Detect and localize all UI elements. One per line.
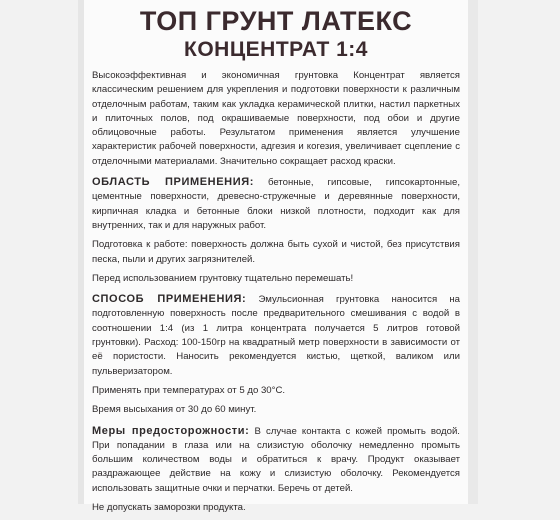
product-title: ТОП ГРУНТ ЛАТЕКС [139, 6, 413, 36]
method-heading: СПОСОБ ПРИМЕНЕНИЯ: [92, 293, 247, 306]
preparation-paragraph: Подготовка к работе: поверхность должна быть сухой и чистой, без присутствия песка, пыли и других загрязнителей. [92, 239, 460, 265]
precautions-paragraph [92, 424, 460, 496]
product-subtitle: КОНЦЕНТРАТ 1:4 [184, 38, 368, 61]
precautions-heading: Меры предосторожности: [92, 424, 250, 437]
precautions-text: В случае контакта с кожей промыть водой. При попадании в глаза или на слизистую оболочку немедленно промыть большим количеством воды и обратиться к врачу. Продукт оказывает раздражающее действие на кожу и слизистую оболочку. Рекомендуется использовать защитные очки и перчатки. Беречь от детей. [92, 425, 460, 494]
package-side-right [468, 0, 478, 504]
label-text [92, 6, 460, 520]
intro-paragraph: Высокоэффективная и экономичная грунтовка Концентрат является классическим решением для укрепления и подготовки поверхности к различным отделочным работам, таким как укладка керамической плитки, настил паркетных и плиточных полов, под окрашиваемые поверхности, под обои и другие облицовочные работы. Результатом применения является улучшение характеристик рабочей поверхности, адгезия и когезия, увеличивает сцепление с отделочными материалами. Значительно сокращает расход краски. [92, 70, 460, 167]
drying-note: Время высыхания от 30 до 60 минут. [92, 404, 257, 416]
application-paragraph [92, 175, 460, 233]
application-heading: ОБЛАСТЬ ПРИМЕНЕНИЯ: [92, 176, 254, 189]
frost-note: Не допускать заморозки продукта. [92, 502, 246, 514]
application-text: бетонные, гипсовые, гипсокартонные, цементные поверхности, древесно-стружечные и деревянные поверхности, кирпичная кладка и бетонные блоки низкой плотности, подходит как для внутренних, так и для наружных работ. [92, 177, 460, 231]
mix-note: Перед использованием грунтовку тщательно перемешать! [92, 272, 354, 284]
method-text: Эмульсионная грунтовка наносится на подготовленную поверхность после предварительного смешивания с водой в соотношении 1:4 (из 1 литра концентрата получается 5 литров готовой грунтовки). Расход: 100-150гр на квадратный метр поверхности в зависимости от её пористости. Наносить рекомендуется кистью, щеткой, валиком или пульверизатором. [92, 294, 460, 377]
temperature-note: Применять при температурах от 5 до 30°С. [92, 384, 286, 396]
method-paragraph [92, 292, 460, 379]
